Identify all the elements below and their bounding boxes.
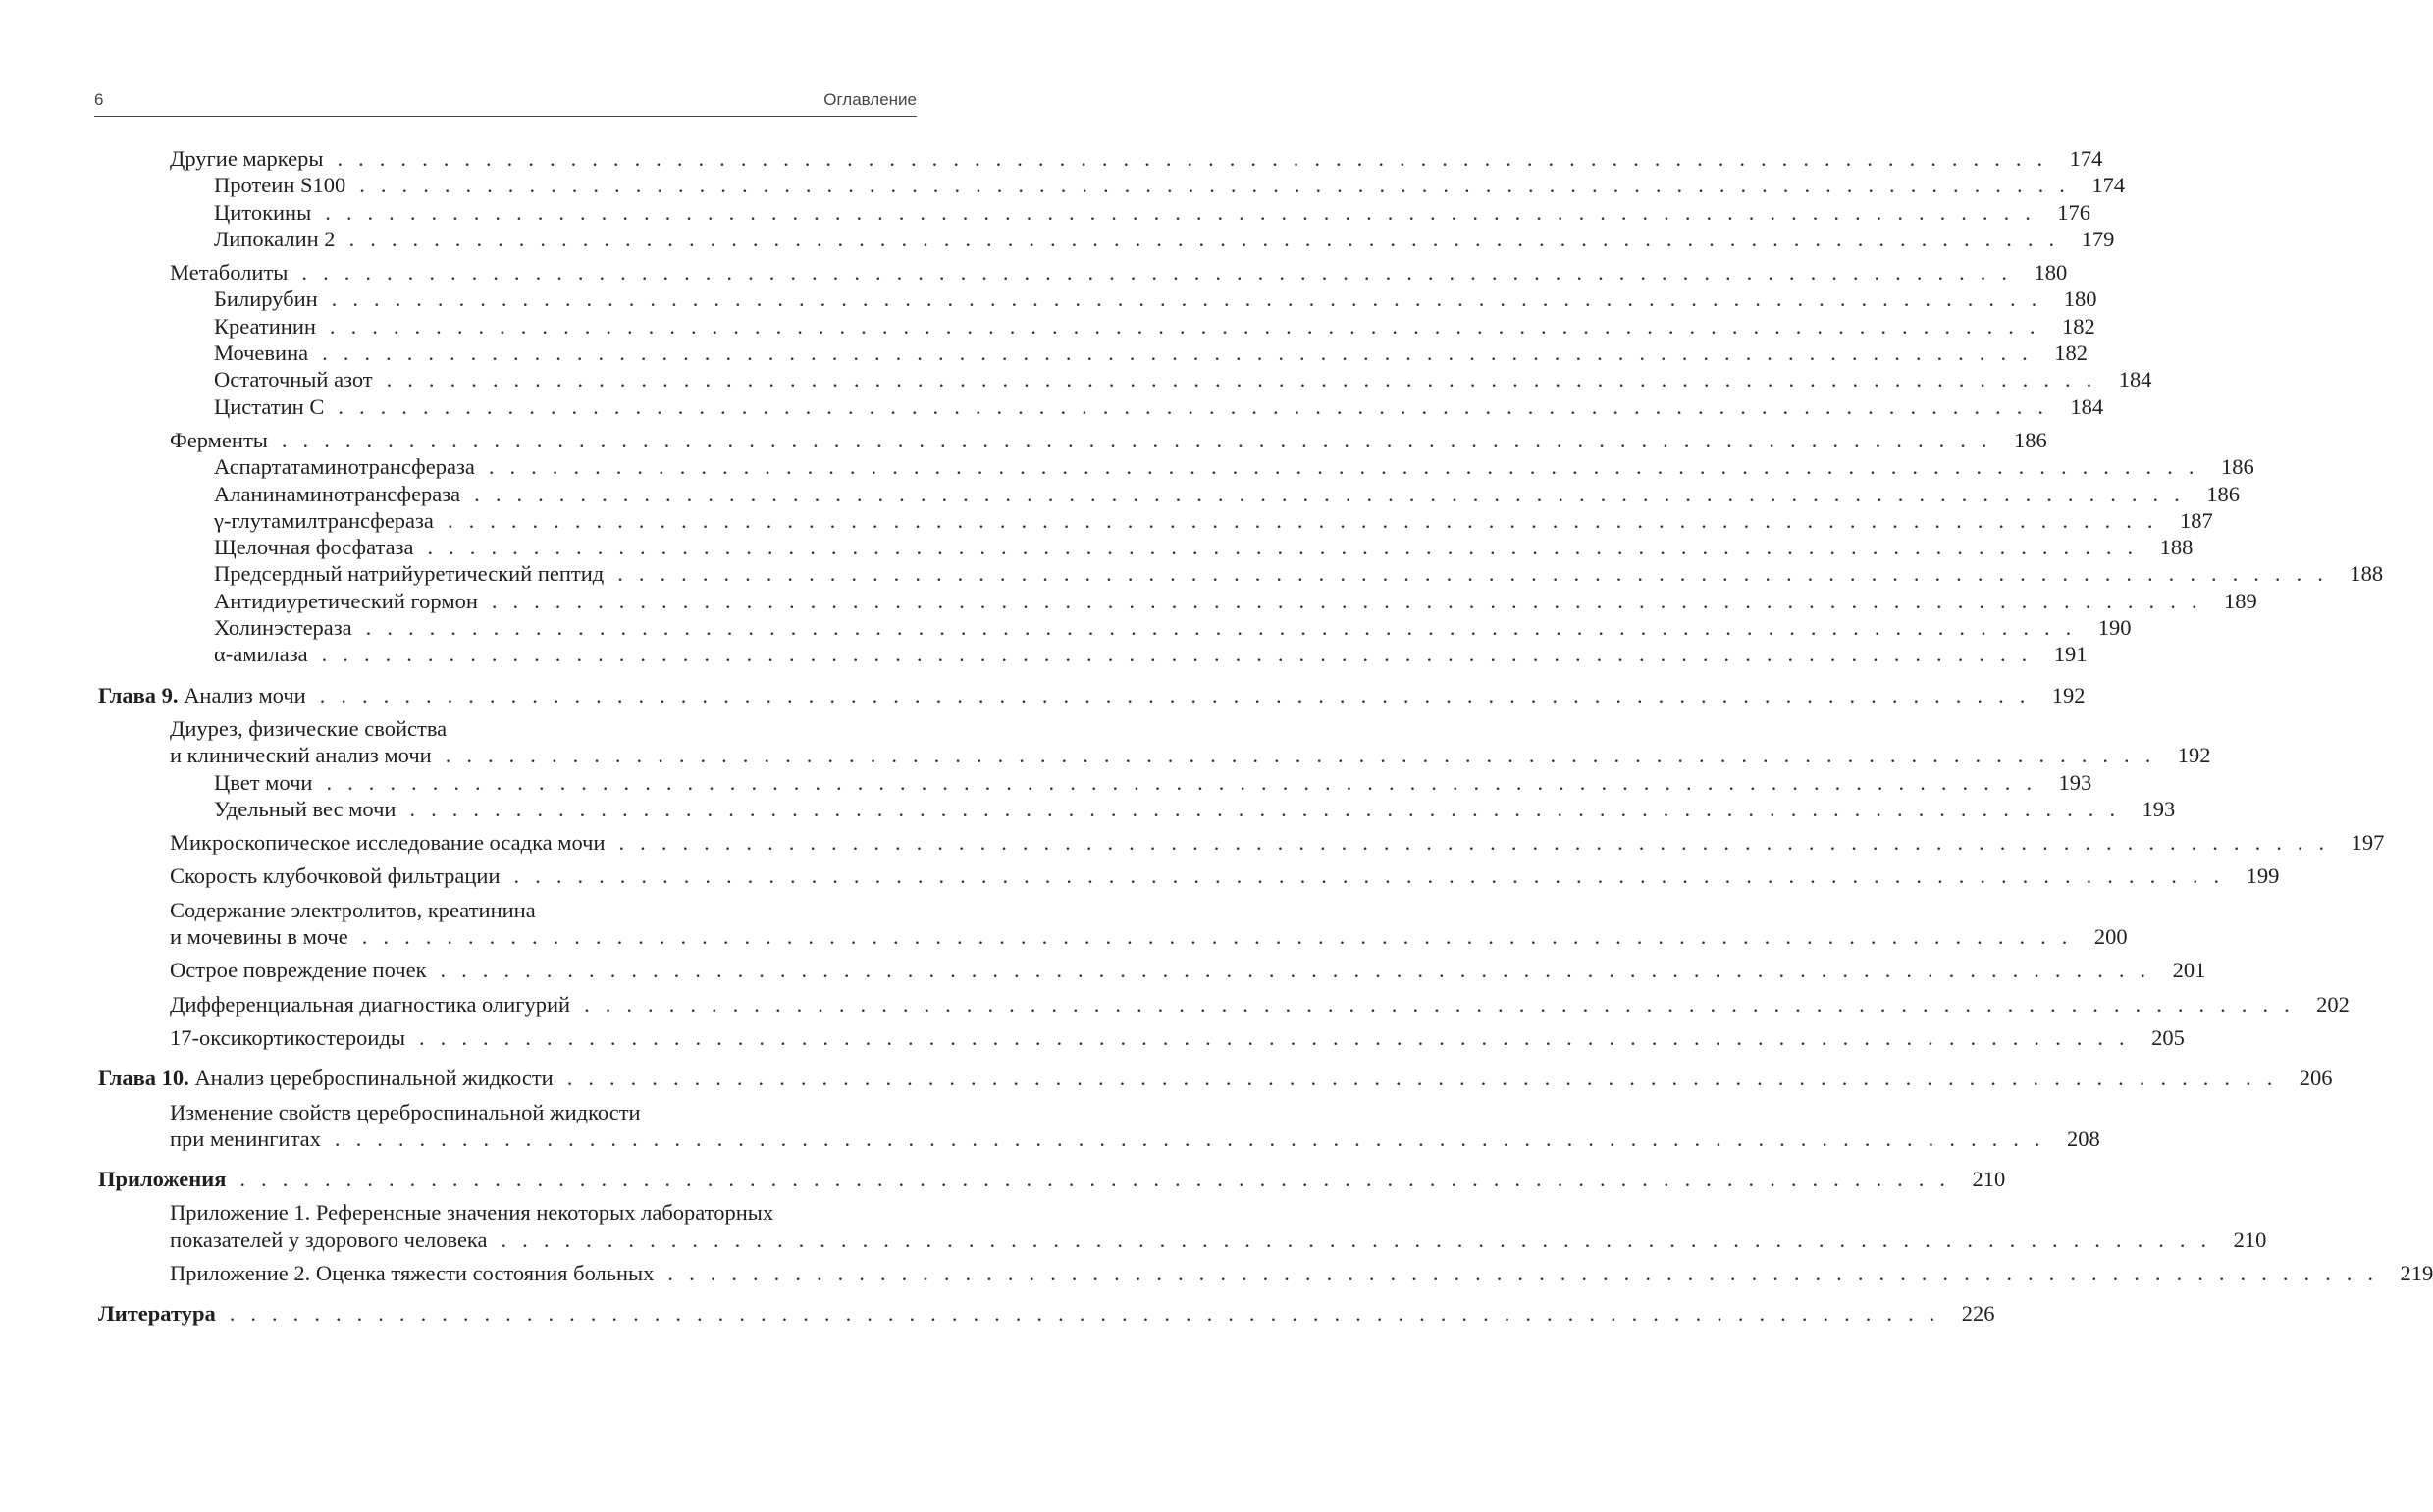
toc-page-number: 182 — [2062, 313, 2095, 339]
toc-page-number: 187 — [2180, 507, 2213, 533]
toc-entry-line — [170, 957, 2206, 983]
toc-entry-line — [170, 991, 2350, 1017]
dot-leader: . . . . . . . . . . . . . . . . . . . . . . . . . . . . . . . . . . . . . . . . . . . . . . . . . . . . . . . . . . . . . . . . . . . . . . . . . . . . . . . . . — [338, 393, 2049, 419]
table-of-contents — [98, 145, 2433, 1328]
toc-page-number: 206 — [2299, 1066, 2333, 1091]
running-header — [94, 86, 917, 117]
toc-page-number: 190 — [2097, 615, 2132, 641]
toc-entry-line — [214, 796, 2176, 822]
toc-page-number: 184 — [2118, 367, 2152, 392]
toc-entry-text: Микроскопическое исследование осадка мочи — [170, 830, 606, 856]
toc-entry-text: γ-глутамилтрансфераза — [214, 507, 434, 533]
dot-leader: . . . . . . . . . . . . . . . . . . . . . . . . . . . . . . . . . . . . . . . . . . . . . . . . . . . . . . . . . . . . . . . . . . . . . . . . . . . . . . . . . — [281, 427, 1992, 452]
dot-leader: . . . . . . . . . . . . . . . . . . . . . . . . . . . . . . . . . . . . . . . . . . . . . . . . . . . . . . . . . . . . . . . . . . . . . . . . . . . . . . . . . — [365, 615, 2077, 641]
toc-entry[interactable] — [98, 427, 2047, 453]
dot-leader: . . . . . . . . . . . . . . . . . . . . . . . . . . . . . . . . . . . . . . . . . . . . . . . . . . . . . . . . . . . . . . . . . . . . . . . . . . . . . . . . . — [319, 682, 2031, 707]
toc-entry-line — [170, 1226, 2267, 1253]
toc-page-number: 174 — [2091, 173, 2126, 198]
toc-entry-title — [170, 1125, 321, 1152]
toc-entry-line — [214, 769, 2092, 796]
toc-entry[interactable] — [98, 1199, 2267, 1253]
toc-entry-line — [214, 199, 2091, 226]
toc-entry-text: Антидиуретический гормон — [214, 588, 478, 613]
dot-leader: . . . . . . . . . . . . . . . . . . . . . . . . . . . . . . . . . . . . . . . . . . . . . . . . . . . . . . . . . . . . . . . . . . . . . . . . . . . . . . . . . — [427, 535, 2139, 560]
toc-entry-title — [214, 393, 324, 420]
toc-entry-text: Цистатин С — [214, 393, 325, 419]
toc-entry[interactable] — [98, 226, 2115, 252]
toc-entry-title — [214, 769, 312, 796]
toc-entry-text: Приложение 2. Оценка тяжести состояния больных — [170, 1260, 655, 1285]
toc-entry-text: при менингитах — [170, 1125, 321, 1151]
toc-entry[interactable] — [98, 393, 2104, 420]
toc-entry[interactable] — [98, 862, 2280, 889]
toc-entry[interactable] — [98, 453, 2254, 480]
toc-entry-title — [214, 453, 475, 480]
header-page-number: 6 — [94, 90, 104, 109]
dot-leader: . . . . . . . . . . . . . . . . . . . . . . . . . . . . . . . . . . . . . . . . . . . . . . . . . . . . . . . . . . . . . . . . . . . . . . . . . . . . . . . . . — [447, 507, 2158, 533]
toc-entry-title — [170, 1199, 773, 1225]
toc-page-number: 186 — [2013, 427, 2047, 452]
toc-entry-title — [214, 614, 352, 641]
toc-entry[interactable] — [98, 481, 2240, 507]
toc-entry-title — [98, 1166, 226, 1192]
toc-entry-title — [214, 481, 460, 507]
toc-entry[interactable] — [98, 1166, 2006, 1192]
toc-page-number: 180 — [2063, 287, 2097, 312]
header-section-title: Оглавление — [823, 90, 917, 109]
toc-page-number: 188 — [2159, 535, 2194, 560]
toc-page-number: 174 — [2069, 146, 2103, 171]
toc-page-number: 176 — [2057, 199, 2091, 225]
toc-entry-text: Приложение 1. Референсные значения некоторых лабораторных — [170, 1200, 774, 1225]
toc-entry-text: 17-оксикортикостероиды — [170, 1024, 406, 1050]
toc-entry-text: Остаточный азот — [214, 367, 373, 392]
toc-entry[interactable] — [98, 1260, 2433, 1286]
dot-leader: . . . . . . . . . . . . . . . . . . . . . . . . . . . . . . . . . . . . . . . . . . . . . . . . . . . . . . . . . . . . . . . . . . . . . . . . . . . . . . . . . — [584, 991, 2295, 1017]
toc-entry[interactable] — [98, 769, 2092, 796]
toc-entry-line — [214, 393, 2104, 420]
toc-entry[interactable] — [98, 313, 2095, 339]
toc-entry-text: Креатинин — [214, 313, 316, 339]
toc-entry-line — [214, 588, 2257, 614]
toc-chapter-label: Литература — [98, 1301, 216, 1327]
toc-entry-title — [170, 1226, 488, 1253]
toc-entry-line — [214, 534, 2194, 560]
toc-entry-line — [170, 1024, 2185, 1051]
toc-entry-line — [214, 481, 2240, 507]
toc-entry-line — [170, 1199, 918, 1225]
toc-page-number: 191 — [2053, 642, 2088, 667]
toc-entry[interactable] — [98, 715, 2211, 769]
toc-entry-text: Метаболиты — [170, 260, 289, 286]
toc-entry-title — [170, 259, 288, 286]
dot-leader: . . . . . . . . . . . . . . . . . . . . . . . . . . . . . . . . . . . . . . . . . . . . . . . . . . . . . . . . . . . . . . . . . . . . . . . . . . . . . . . . . — [331, 287, 2042, 312]
toc-entry-text: Билирубин — [214, 287, 318, 312]
dot-leader: . . . . . . . . . . . . . . . . . . . . . . . . . . . . . . . . . . . . . . . . . . . . . . . . . . . . . . . . . . . . . . . . . . . . . . . . . . . . . . . . . — [617, 561, 2329, 587]
toc-entry-text: и мочевины в моче — [170, 924, 348, 950]
dot-leader: . . . . . . . . . . . . . . . . . . . . . . . . . . . . . . . . . . . . . . . . . . . . . . . . . . . . . . . . . . . . . . . . . . . . . . . . . . . . . . . . . — [667, 1260, 2379, 1285]
toc-page-number: 197 — [2351, 830, 2385, 856]
toc-entry[interactable] — [98, 534, 2194, 560]
toc-page-number: 219 — [2400, 1260, 2433, 1285]
toc-entry-text: Аспартатаминотрансфераза — [214, 454, 475, 480]
toc-entry-text: Холинэстераза — [214, 615, 352, 641]
toc-entry-text: Предсердный натрийуретический пептид — [214, 561, 605, 587]
toc-page-number: 210 — [2233, 1226, 2267, 1252]
toc-entry-text: Острое повреждение почек — [170, 958, 427, 983]
toc-entry-text: Дифференциальная диагностика олигурий — [170, 991, 571, 1017]
toc-entry-title — [214, 534, 414, 560]
toc-entry-line — [170, 829, 2385, 856]
toc-entry-line — [214, 614, 2132, 641]
toc-page-number: 199 — [2246, 863, 2280, 889]
toc-entry-title — [98, 682, 306, 708]
toc-entry-line — [214, 641, 2088, 667]
dot-leader: . . . . . . . . . . . . . . . . . . . . . . . . . . . . . . . . . . . . . . . . . . . . . . . . . . . . . . . . . . . . . . . . . . . . . . . . . . . . . . . . . — [326, 769, 2037, 795]
toc-page-number: 205 — [2151, 1024, 2185, 1050]
toc-page-number: 192 — [2051, 682, 2086, 707]
dot-leader: . . . . . . . . . . . . . . . . . . . . . . . . . . . . . . . . . . . . . . . . . . . . . . . . . . . . . . . . . . . . . . . . . . . . . . . . . . . . . . . . . — [348, 226, 2060, 251]
toc-entry-title — [214, 507, 434, 534]
toc-chapter-label: Глава 9. — [98, 682, 179, 707]
toc-entry[interactable] — [98, 1065, 2333, 1091]
toc-entry-text: Содержание электролитов, креатинина — [170, 897, 536, 922]
toc-entry-title — [170, 923, 348, 950]
toc-entry-line — [170, 145, 2103, 172]
toc-entry-line — [170, 1125, 2100, 1152]
dot-leader: . . . . . . . . . . . . . . . . . . . . . . . . . . . . . . . . . . . . . . . . . . . . . . . . . . . . . . . . . . . . . . . . . . . . . . . . . . . . . . . . . — [409, 796, 2121, 821]
toc-page-number: 186 — [2206, 481, 2240, 506]
toc-entry-text: и клинический анализ мочи — [170, 743, 432, 768]
toc-entry[interactable] — [98, 1099, 2100, 1153]
toc-entry[interactable] — [98, 1024, 2185, 1051]
dot-leader: . . . . . . . . . . . . . . . . . . . . . . . . . . . . . . . . . . . . . . . . . . . . . . . . . . . . . . . . . . . . . . . . . . . . . . . . . . . . . . . . . — [359, 173, 2071, 198]
toc-page-number: 184 — [2070, 393, 2104, 419]
toc-entry[interactable] — [98, 507, 2213, 534]
toc-entry-title — [170, 145, 323, 172]
dot-leader: . . . . . . . . . . . . . . . . . . . . . . . . . . . . . . . . . . . . . . . . . . . . . . . . . . . . . . . . . . . . . . . . . . . . . . . . . . . . . . . . . — [239, 1167, 1951, 1192]
toc-page-number: 180 — [2034, 260, 2068, 286]
toc-entry-line — [98, 1166, 2006, 1192]
toc-entry-text: Удельный вес мочи — [214, 796, 397, 821]
toc-entry-title — [170, 829, 606, 856]
toc-page-number: 200 — [2093, 924, 2128, 950]
dot-leader: . . . . . . . . . . . . . . . . . . . . . . . . . . . . . . . . . . . . . . . . . . . . . . . . . . . . . . . . . . . . . . . . . . . . . . . . . . . . . . . . . — [334, 1125, 2045, 1151]
dot-leader: . . . . . . . . . . . . . . . . . . . . . . . . . . . . . . . . . . . . . . . . . . . . . . . . . . . . . . . . . . . . . . . . . . . . . . . . . . . . . . . . . — [361, 924, 2073, 950]
toc-entry-text: Диурез, физические свойства — [170, 715, 448, 741]
toc-entry[interactable] — [98, 897, 2128, 951]
toc-entry-text: Щелочная фосфатаза — [214, 535, 414, 560]
toc-entry-text: показателей у здорового человека — [170, 1226, 488, 1252]
toc-entry-title — [214, 588, 478, 614]
toc-entry-title — [170, 1024, 405, 1051]
toc-page-number: 186 — [2220, 454, 2254, 480]
toc-entry-title — [214, 286, 318, 312]
toc-page-number: 193 — [2058, 769, 2092, 795]
toc-entry-text: Изменение свойств цереброспинальной жидкости — [170, 1099, 641, 1124]
toc-entry[interactable] — [98, 286, 2097, 312]
toc-entry-line — [170, 897, 918, 923]
toc-entry[interactable] — [98, 829, 2385, 856]
dot-leader: . . . . . . . . . . . . . . . . . . . . . . . . . . . . . . . . . . . . . . . . . . . . . . . . . . . . . . . . . . . . . . . . . . . . . . . . . . . . . . . . . — [229, 1301, 1940, 1327]
toc-entry[interactable] — [98, 172, 2126, 198]
toc-entry-line — [214, 560, 2384, 587]
toc-entry[interactable] — [98, 366, 2152, 392]
toc-entry[interactable] — [98, 259, 2068, 286]
toc-page-number: 182 — [2054, 340, 2088, 366]
dot-leader: . . . . . . . . . . . . . . . . . . . . . . . . . . . . . . . . . . . . . . . . . . . . . . . . . . . . . . . . . . . . . . . . . . . . . . . . . . . . . . . . . — [501, 1226, 2212, 1252]
toc-page-number: 210 — [1972, 1167, 2006, 1192]
dot-leader: . . . . . . . . . . . . . . . . . . . . . . . . . . . . . . . . . . . . . . . . . . . . . . . . . . . . . . . . . . . . . . . . . . . . . . . . . . . . . . . . . — [440, 958, 2151, 983]
toc-entry-title — [214, 226, 336, 252]
toc-entry-text: Аланинаминотрансфераза — [214, 481, 461, 506]
toc-entry-title — [214, 313, 316, 339]
toc-entry-line — [170, 862, 2280, 889]
toc-entry-title — [214, 560, 604, 587]
toc-entry-text: Мочевина — [214, 340, 309, 366]
toc-entry-title — [170, 862, 501, 889]
toc-entry[interactable] — [98, 560, 2384, 587]
toc-entry-title — [214, 199, 311, 226]
toc-entry[interactable] — [98, 1300, 1995, 1327]
dot-leader: . . . . . . . . . . . . . . . . . . . . . . . . . . . . . . . . . . . . . . . . . . . . . . . . . . . . . . . . . . . . . . . . . . . . . . . . . . . . . . . . . — [325, 199, 2036, 225]
toc-entry[interactable] — [98, 614, 2132, 641]
toc-entry-line — [214, 366, 2152, 392]
toc-entry-title — [170, 1099, 641, 1125]
toc-entry-line — [214, 313, 2095, 339]
toc-entry-line — [214, 226, 2115, 252]
toc-entry-line — [98, 682, 2086, 708]
toc-entry-text: Скорость клубочковой фильтрации — [170, 863, 501, 889]
toc-page-number: 188 — [2350, 561, 2384, 587]
toc-entry-text: Липокалин 2 — [214, 226, 336, 251]
toc-page-number: 192 — [2177, 743, 2211, 768]
toc-entry[interactable] — [98, 957, 2206, 983]
dot-leader: . . . . . . . . . . . . . . . . . . . . . . . . . . . . . . . . . . . . . . . . . . . . . . . . . . . . . . . . . . . . . . . . . . . . . . . . . . . . . . . . . — [513, 863, 2225, 889]
dot-leader: . . . . . . . . . . . . . . . . . . . . . . . . . . . . . . . . . . . . . . . . . . . . . . . . . . . . . . . . . . . . . . . . . . . . . . . . . . . . . . . . . — [491, 588, 2202, 613]
toc-entry[interactable] — [98, 641, 2088, 667]
dot-leader: . . . . . . . . . . . . . . . . . . . . . . . . . . . . . . . . . . . . . . . . . . . . . . . . . . . . . . . . . . . . . . . . . . . . . . . . . . . . . . . . . — [301, 260, 2013, 286]
toc-entry-line — [170, 742, 2211, 768]
dot-leader: . . . . . . . . . . . . . . . . . . . . . . . . . . . . . . . . . . . . . . . . . . . . . . . . . . . . . . . . . . . . . . . . . . . . . . . . . . . . . . . . . — [386, 367, 2097, 392]
toc-entry-line — [214, 172, 2126, 198]
toc-entry-text: Анализ мочи — [184, 682, 306, 707]
toc-entry-title — [98, 1065, 554, 1091]
toc-entry-line — [170, 715, 918, 742]
toc-entry-text: Другие маркеры — [170, 146, 324, 171]
toc-entry[interactable] — [98, 145, 2103, 172]
toc-entry-text: α-амилаза — [214, 642, 308, 667]
dot-leader: . . . . . . . . . . . . . . . . . . . . . . . . . . . . . . . . . . . . . . . . . . . . . . . . . . . . . . . . . . . . . . . . . . . . . . . . . . . . . . . . . — [566, 1066, 2278, 1091]
toc-page-number: 202 — [2316, 991, 2350, 1017]
toc-entry-text: Цитокины — [214, 199, 312, 225]
toc-entry-text: Анализ цереброспинальной жидкости — [194, 1066, 554, 1091]
toc-page-number: 189 — [2223, 588, 2257, 613]
toc-entry[interactable] — [98, 682, 2086, 708]
toc-entry-title — [214, 641, 308, 667]
toc-entry[interactable] — [98, 991, 2350, 1017]
toc-entry-title — [214, 339, 308, 366]
toc-entry-text: Цвет мочи — [214, 769, 313, 795]
toc-entry[interactable] — [98, 796, 2176, 822]
toc-entry-title — [214, 366, 373, 392]
toc-entry-line — [214, 507, 2213, 534]
toc-entry-line — [98, 1300, 1995, 1327]
toc-entry-text: Ферменты — [170, 427, 268, 452]
toc-entry-line — [170, 259, 2068, 286]
toc-entry-title — [98, 1300, 216, 1327]
toc-entry-line — [98, 1065, 2333, 1091]
toc-entry-line — [170, 1260, 2433, 1286]
toc-page-number: 226 — [1961, 1301, 1995, 1327]
toc-entry-title — [170, 742, 432, 768]
toc-entry-title — [214, 172, 345, 198]
dot-leader: . . . . . . . . . . . . . . . . . . . . . . . . . . . . . . . . . . . . . . . . . . . . . . . . . . . . . . . . . . . . . . . . . . . . . . . . . . . . . . . . . — [419, 1024, 2130, 1050]
toc-page-number: 208 — [2067, 1125, 2100, 1151]
toc-entry-title — [170, 991, 570, 1017]
toc-entry[interactable] — [98, 339, 2088, 366]
toc-entry-title — [170, 957, 427, 983]
dot-leader: . . . . . . . . . . . . . . . . . . . . . . . . . . . . . . . . . . . . . . . . . . . . . . . . . . . . . . . . . . . . . . . . . . . . . . . . . . . . . . . . . — [329, 313, 2040, 339]
toc-entry-line — [214, 339, 2088, 366]
dot-leader: . . . . . . . . . . . . . . . . . . . . . . . . . . . . . . . . . . . . . . . . . . . . . . . . . . . . . . . . . . . . . . . . . . . . . . . . . . . . . . . . . — [474, 481, 2185, 506]
toc-chapter-label: Приложения — [98, 1167, 227, 1192]
toc-page-number: 179 — [2081, 226, 2115, 251]
toc-entry[interactable] — [98, 199, 2091, 226]
dot-leader: . . . . . . . . . . . . . . . . . . . . . . . . . . . . . . . . . . . . . . . . . . . . . . . . . . . . . . . . . . . . . . . . . . . . . . . . . . . . . . . . . — [321, 642, 2033, 667]
toc-entry-line — [170, 427, 2047, 453]
toc-entry-line — [214, 286, 2097, 312]
dot-leader: . . . . . . . . . . . . . . . . . . . . . . . . . . . . . . . . . . . . . . . . . . . . . . . . . . . . . . . . . . . . . . . . . . . . . . . . . . . . . . . . . — [618, 830, 2330, 856]
toc-entry-title — [170, 427, 268, 453]
toc-entry-title — [214, 796, 396, 822]
toc-entry[interactable] — [98, 588, 2257, 614]
dot-leader: . . . . . . . . . . . . . . . . . . . . . . . . . . . . . . . . . . . . . . . . . . . . . . . . . . . . . . . . . . . . . . . . . . . . . . . . . . . . . . . . . — [337, 146, 2048, 171]
toc-entry-title — [170, 715, 447, 742]
toc-chapter-label: Глава 10. — [98, 1066, 189, 1091]
toc-entry-text: Протеин S100 — [214, 173, 346, 198]
toc-page-number: 201 — [2172, 958, 2206, 983]
toc-page-number: 193 — [2142, 796, 2176, 821]
toc-entry-title — [170, 1260, 654, 1286]
dot-leader: . . . . . . . . . . . . . . . . . . . . . . . . . . . . . . . . . . . . . . . . . . . . . . . . . . . . . . . . . . . . . . . . . . . . . . . . . . . . . . . . . — [445, 743, 2156, 768]
dot-leader: . . . . . . . . . . . . . . . . . . . . . . . . . . . . . . . . . . . . . . . . . . . . . . . . . . . . . . . . . . . . . . . . . . . . . . . . . . . . . . . . . — [488, 454, 2199, 480]
toc-entry-line — [214, 453, 2254, 480]
dot-leader: . . . . . . . . . . . . . . . . . . . . . . . . . . . . . . . . . . . . . . . . . . . . . . . . . . . . . . . . . . . . . . . . . . . . . . . . . . . . . . . . . — [322, 340, 2033, 366]
toc-entry-line — [170, 1099, 918, 1125]
toc-entry-line — [170, 923, 2128, 950]
toc-entry-title — [170, 897, 536, 923]
